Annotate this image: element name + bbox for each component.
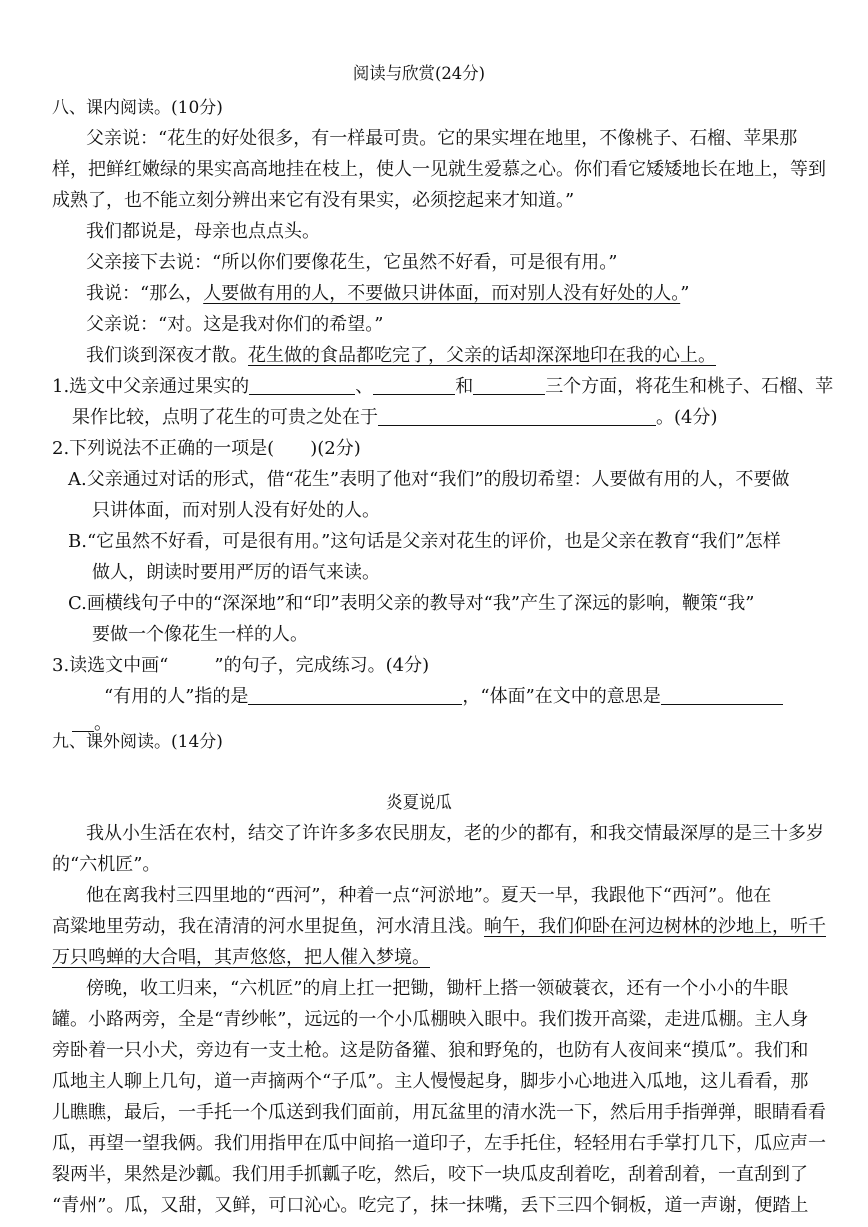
question-text: 1.选文中父亲通过果实的: [52, 376, 250, 397]
option-c: C.画横线句子中的“深深地”和“印”表明父亲的教导对“我”产生了深远的影响，鞭策“我”: [68, 593, 755, 614]
question-text: 。(4分): [656, 407, 718, 428]
answer-blank[interactable]: [373, 376, 455, 395]
part9-heading: 九、课外阅读。(14分): [52, 732, 223, 752]
passage-line: [86, 344, 716, 368]
question-2: 2.下列说法不正确的一项是( )(2分): [52, 438, 361, 459]
question-text: 三个方面，将花生和桃子、石榴、苹: [545, 376, 834, 397]
option-c-cont: 要做一个像花生一样的人。: [92, 624, 308, 645]
passage-text: 我说：“那么，: [86, 283, 204, 304]
article-text: 高粱地里劳动，我在清清的河水里捉鱼，河水清且浅。: [52, 916, 484, 937]
underlined-sentence: 万只鸣蝉的大合唱，其声悠悠，把人催入梦境。: [52, 947, 430, 968]
article-title: 炎夏说瓜: [386, 793, 452, 813]
passage-text: 我们谈到深夜才散。: [86, 345, 248, 366]
article-line: 他在离我村三四里地的“西河”，种着一点“河淤地”。夏天一早，我跟他下“西河”。他在: [86, 885, 772, 906]
article-line: 裂两半，果然是沙瓤。我们用手抓瓤子吃，然后，咬下一块瓜皮刮着吃，刮着刮着，一直刮到了: [52, 1164, 808, 1185]
answer-blank[interactable]: [378, 407, 656, 426]
underlined-sentence: 晌午，我们仰卧在河边树林的沙地上，听千: [484, 916, 826, 937]
question-text: 和: [455, 376, 474, 397]
question-text: “有用的人”指的是: [104, 686, 249, 707]
question-text: ”的句子，完成练习。(4分): [214, 655, 430, 676]
question-text: 。: [94, 713, 112, 734]
underlined-sentence: 人要做有用的人，不要做只讲体面，而对别人没有好处的人。: [203, 283, 681, 304]
option-b-cont: 做人，朗读时要用严厉的语气来读。: [92, 562, 380, 583]
article-line: 的“六机匠”。: [52, 854, 161, 875]
passage-line: 父亲说：“对。这是我对你们的希望。”: [86, 314, 384, 335]
option-b: B.“它虽然不好看，可是很有用。”这句话是父亲对花生的评价，也是父亲在教育“我们”怎样: [68, 531, 781, 552]
section-title: 阅读与欣赏(24分): [352, 64, 486, 84]
article-line: 傍晚，收工归来，“六机匠”的肩上扛一把锄，锄杆上搭一领破蓑衣，还有一个小小的牛眼: [86, 978, 789, 999]
question-text: 果作比较，点明了花生的可贵之处在于: [72, 407, 378, 428]
article-line: [52, 915, 826, 939]
part8-heading: 八、课内阅读。(10分): [52, 98, 223, 118]
option-a: A.父亲通过对话的形式，借“花生”表明了他对“我们”的殷切希望：人要做有用的人，不要做: [68, 469, 790, 490]
article-line: 我从小生活在农村，结交了许许多多农民朋友，老的少的都有，和我交情最深厚的是三十多岁: [86, 823, 824, 844]
passage-line: 父亲接下去说：“所以你们要像花生，它虽然不好看，可是很有用。”: [86, 252, 618, 273]
question-1: [52, 375, 833, 399]
question-3-cont: [104, 685, 783, 709]
passage-line: 成熟了，也不能立刻分辨出来它有没有果实，必须挖起来才知道。”: [52, 190, 575, 211]
answer-blank[interactable]: [248, 686, 462, 705]
question-3: [52, 654, 429, 678]
article-line: 旁卧着一只小犬，旁边有一支土枪。这是防备獾、狼和野兔的，也防有人夜间来“摸瓜”。我们和: [52, 1040, 809, 1061]
answer-blank[interactable]: [473, 376, 545, 395]
answer-blank[interactable]: [249, 376, 355, 395]
question-text: 3.读选文中画“: [52, 655, 169, 676]
article-line: [52, 946, 430, 970]
underlined-sentence: 花生做的食品都吃完了，父亲的话却深深地印在我的心上。: [248, 345, 716, 366]
article-line: 儿瞧瞧，最后，一手托一个瓜送到我们面前，用瓦盆里的清水洗一下，然后用手指弹弹，眼睛看看: [52, 1102, 826, 1123]
answer-blank[interactable]: [661, 686, 783, 705]
option-a-cont: 只讲体面，而对别人没有好处的人。: [92, 500, 380, 521]
question-text: 、: [355, 376, 374, 397]
passage-line: 父亲说：“花生的好处很多，有一样最可贵。它的果实埋在地里，不像桃子、石榴、苹果那: [86, 128, 798, 149]
question-text: ，“体面”在文中的意思是: [462, 686, 661, 707]
question-1-cont: [72, 406, 718, 430]
passage-line: [86, 282, 689, 306]
passage-line: 样，把鲜红嫩绿的果实高高地挂在枝上，使人一见就生爱慕之心。你们看它矮矮地长在地上，等到: [52, 159, 826, 180]
article-line: “青州”。瓜，又甜，又鲜，可口沁心。吃完了，抹一抹嘴，丢下三四个铜板，道一声谢，便踏上: [52, 1195, 809, 1216]
article-line: 瓜地主人聊上几句，道一声摘两个“子瓜”。主人慢慢起身，脚步小心地进入瓜地，这儿看看，那: [52, 1071, 809, 1092]
article-line: 瓜，再望一望我俩。我们用指甲在瓜中间掐一道印子，左手托住，轻轻用右手掌打几下，瓜应声一: [52, 1133, 826, 1154]
article-line: 罐。小路两旁，全是“青纱帐”，远远的一个小瓜棚映入眼中。我们拨开高粱，走进瓜棚。主人身: [52, 1009, 809, 1030]
passage-line: 我们都说是，母亲也点点头。: [86, 221, 320, 242]
passage-text: ”: [680, 283, 690, 304]
